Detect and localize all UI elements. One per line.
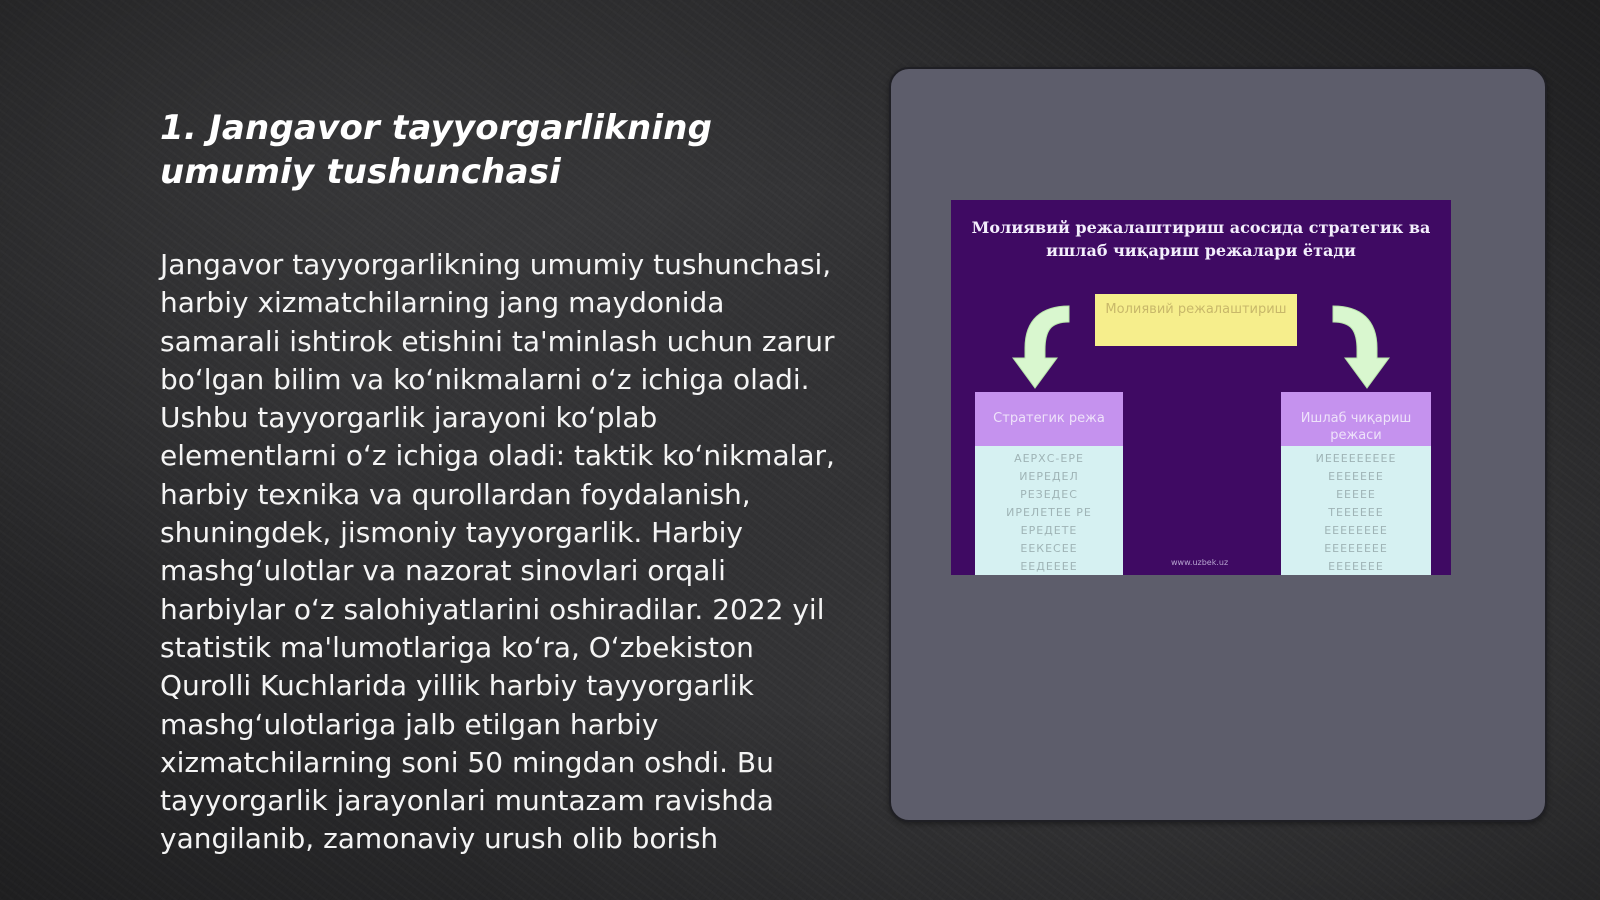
slide-body-text: Jangavor tayyorgarlikning umumiy tushunchasi, harbiy xizmatchilarning jang maydonida samarali ishtirok etishini ta'minlash uchun zarur boʻlgan bilim va koʻnikmalarni oʻz ichiga oladi. Ushbu tayyorgarlik jarayoni koʻplab elementlarni oʻz ichiga oladi: taktik koʻnikmalar, harbiy texnika va qurollardan foydalanish, shuningdek, jismoniy tayyorgarlik. Harbiy mashgʻulotlar va nazorat sinovlari orqali harbiylar oʻz salohiyatlarini oshiradilar. 2022 yil statistik ma'lumotlariga koʻra, Oʻzbekiston Qurolli Kuchlarida yillik harbiy tayyorgarlik mashgʻulotlariga jalb etilgan harbiy xizmatchilarning soni 50 mingdan oshdi. Bu tayyorgarlik jarayonlari muntazam ravishda yangilanib, zamonaviy urush olib borish <box>160 248 835 856</box>
slide-title: 1. Jangavor tayyorgarlikning umumiy tushunchasi <box>160 108 713 192</box>
curved-arrow-right-icon <box>1321 302 1391 392</box>
diagram-center-box: Молиявий режалаштириш <box>1095 294 1297 346</box>
production-plan-body: ИЕЕЕЕЕЕЕЕЕ ЕЕЕЕЕЕЕ ЕЕЕЕЕ ТЕЕЕЕЕЕ ЕЕЕЕЕЕЕЕ ЕЕЕЕЕЕЕЕ ЕЕЕЕЕЕЕ <box>1315 452 1397 573</box>
strategic-plan-box <box>975 392 1123 575</box>
production-plan-header: Ишлаб чиқариш режаси <box>1281 392 1431 446</box>
diagram-watermark: www.uzbek.uz <box>1171 558 1229 567</box>
strategic-plan-body: АЕРХС-ЕРЕ ИЕРЕДЕЛ РЕЗЕДЕС ИРЕЛЕТЕЕ РЕ ЕРЕДЕТЕ ЕЕКЕСЕЕ ЕЕДЕЕЕЕ <box>1006 452 1092 573</box>
curved-arrow-left-icon <box>1011 302 1081 392</box>
image-panel <box>889 67 1547 822</box>
diagram-image <box>951 200 1451 575</box>
production-plan-box <box>1281 392 1431 575</box>
diagram-title: Молиявий режалаштириш асосида стратегик ва ишлаб чиқариш режалари ётади <box>971 218 1431 260</box>
strategic-plan-header: Стратегик режа <box>975 392 1123 446</box>
